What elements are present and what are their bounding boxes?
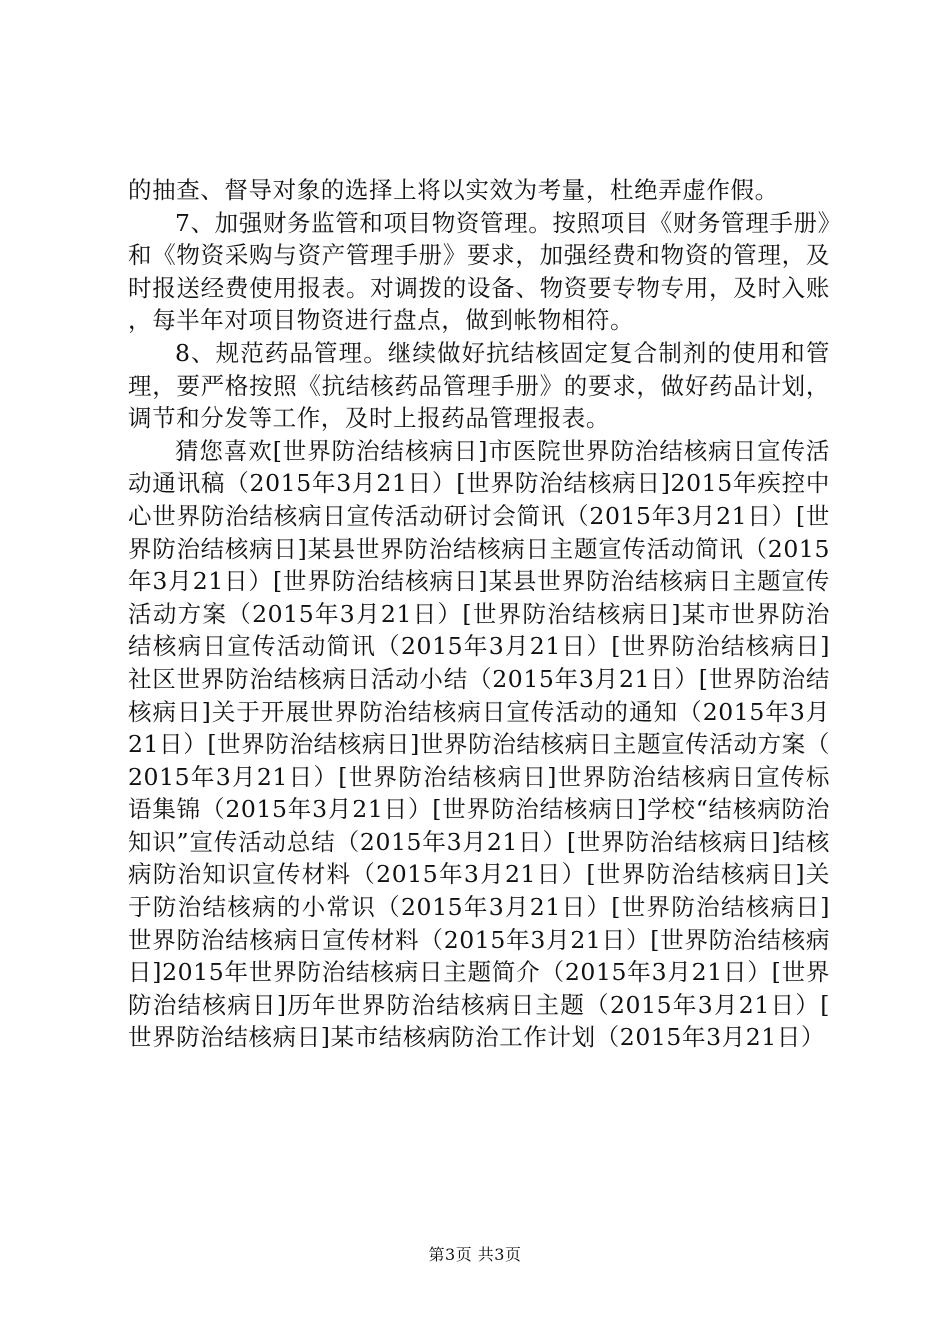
paragraph-item-8-drugs: 8、规范药品管理。继续做好抗结核固定复合制剂的使用和管理，要严格按照《抗结核药品管理手册》的要求，做好药品计划，调节和分发等工作，及时上报药品管理报表。 — [128, 338, 830, 433]
document-body — [128, 174, 830, 1054]
paragraph-continuation: 的抽查、督导对象的选择上将以实效为考量，杜绝弄虚作假。 — [128, 176, 779, 204]
paragraph-related-articles: 猜您喜欢[世界防治结核病日]市医院世界防治结核病日宣传活动通讯稿（2015年3月21日）[世界防治结核病日]2015年疾控中心世界防治结核病日宣传活动研讨会简讯（2015年3月21日）[世界防治结核病日]某县世界防治结核病日主题宣传活动简讯（2015年3月21日）[世界防治结核病日]某县世界防治结核病日主题宣传活动方案（2015年3月21日）[世界防治结核病日]某市世界防治结核病日宣传活动简讯（2015年3月21日）[世界防治结核病日]社区世界防治结核病日活动小结（2015年3月21日）[世界防治结核病日]关于开展世界防治结核病日宣传活动的通知（2015年3月21日）[世界防治结核病日]世界防治结核病日主题宣传活动方案（2015年3月21日）[世界防治结核病日]世界防治结核病日宣传标语集锦（2015年3月21日）[世界防治结核病日]学校“结核病防治知识”宣传活动总结（2015年3月21日）[世界防治结核病日]结核病防治知识宣传材料（2015年3月21日）[世界防治结核病日]关于防治结核病的小常识（2015年3月21日）[世界防治结核病日]世界防治结核病日宣传材料（2015年3月21日）[世界防治结核病日]2015年世界防治结核病日主题简介（2015年3月21日）[世界防治结核病日]历年世界防治结核病日主题（2015年3月21日）[世界防治结核病日]某市结核病防治工作计划（2015年3月21日） — [128, 436, 830, 1052]
page-number-footer: 第3页 共3页 — [428, 1245, 522, 1264]
paragraph-item-7-finance: 7、加强财务监管和项目物资管理。按照项目《财务管理手册》和《物资采购与资产管理手册》要求，加强经费和物资的管理，及时报送经费使用报表。对调拨的设备、物资要专物专用，及时入账，每半年对项目物资进行盘点，做到帐物相符。 — [128, 208, 830, 335]
